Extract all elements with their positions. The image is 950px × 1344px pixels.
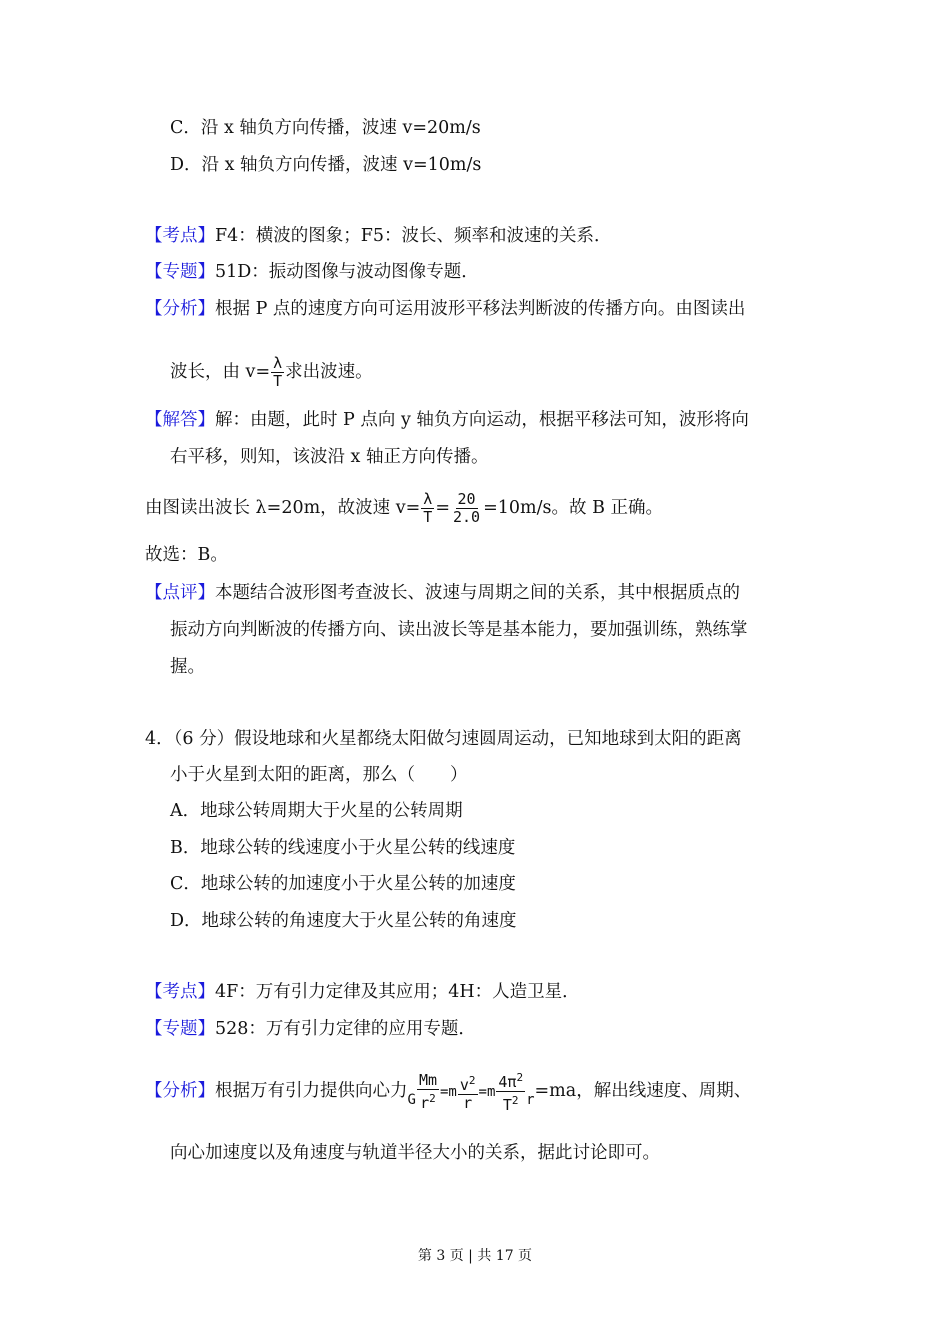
numerator xyxy=(496,1069,525,1092)
denominator: T xyxy=(423,508,433,526)
zhuanti-text: 528：万有引力定律的应用专题． xyxy=(215,1019,476,1039)
calc-line xyxy=(145,491,663,526)
numerator: λ xyxy=(423,490,433,508)
numerator: 20 xyxy=(457,490,476,508)
numerator: Mm xyxy=(418,1070,437,1089)
kaodian-line xyxy=(145,980,580,1004)
answer-line: 故选：B。 xyxy=(145,545,228,565)
text: =ma，解出线速度、周期、 xyxy=(534,1081,752,1101)
zhuanti-tag: 【专题】 xyxy=(145,1019,215,1039)
formula-fraction xyxy=(271,355,284,390)
dianping-tag: 【点评】 xyxy=(145,583,215,603)
formula-symbol: G xyxy=(407,1092,416,1108)
text: T xyxy=(502,1096,512,1114)
option-d: D．沿 x 轴负方向传播，波速 v=10m/s xyxy=(170,155,482,175)
denominator: 2.0 xyxy=(453,508,481,526)
formula-fraction xyxy=(421,491,434,526)
option-a: A．地球公转周期大于火星的公转周期 xyxy=(170,801,463,821)
text: 求出波速。 xyxy=(285,362,373,382)
text: = xyxy=(435,498,450,518)
text: m/s。故 B 正确。 xyxy=(520,498,663,518)
formula-fraction xyxy=(417,1072,439,1112)
text: =10 xyxy=(483,498,521,518)
dianping-text: 本题结合波形图考查波长、波速与周期之间的关系，其中根据质点的 xyxy=(215,583,740,603)
zhuanti-tag: 【专题】 xyxy=(145,262,215,282)
zhuanti-line xyxy=(145,260,479,284)
jieda-line-2: 右平移，则知，该波沿 x 轴正方向传播。 xyxy=(170,447,489,467)
formula-fraction xyxy=(496,1069,525,1114)
question-4-stem: 4．（6 分）假设地球和火星都绕太阳做匀速圆周运动，已知地球到太阳的距离 xyxy=(145,729,742,749)
kaodian-tag: 【考点】 xyxy=(145,982,215,1002)
option-b: B．地球公转的线速度小于火星公转的线速度 xyxy=(170,838,516,858)
kaodian-text: 4F：万有引力定律及其应用；4H：人造卫星． xyxy=(215,982,580,1002)
exponent: 2 xyxy=(468,1073,476,1087)
jieda-line xyxy=(145,408,749,432)
kaodian-line xyxy=(145,224,612,248)
fenxi-line-2 xyxy=(170,355,373,390)
dianping-line-3: 握。 xyxy=(170,657,205,677)
option-d: D．地球公转的角速度大于火星公转的角速度 xyxy=(170,911,517,931)
formula-fraction xyxy=(458,1072,478,1112)
kaodian-text: F4：横波的图象；F5：波长、频率和波速的关系． xyxy=(215,226,612,246)
denominator: r xyxy=(463,1093,473,1112)
fenxi-text: 根据 P 点的速度方向可运用波形平移法判断波的传播方向。由图读出 xyxy=(215,299,746,319)
option-c: C．地球公转的加速度小于火星公转的加速度 xyxy=(170,874,516,894)
option-c: C．沿 x 轴负方向传播，波速 v=20m/s xyxy=(170,118,481,138)
denominator xyxy=(501,1092,521,1114)
fenxi-line-2: 向心加速度以及角速度与轨道半径大小的关系，据此讨论即可。 xyxy=(170,1143,660,1163)
formula-symbol: =m xyxy=(478,1084,496,1100)
numerator xyxy=(458,1072,478,1095)
zhuanti-text: 51D：振动图像与波动图像专题． xyxy=(215,262,479,282)
exponent: 2 xyxy=(511,1094,519,1107)
text: 由图读出波长 λ=20m，故波速 v= xyxy=(145,498,421,518)
text: 根据万有引力提供向心力 xyxy=(215,1081,408,1101)
formula-symbol: r xyxy=(526,1092,535,1108)
exponent: 2 xyxy=(429,1091,436,1105)
text: 4π xyxy=(498,1073,517,1091)
formula-fraction xyxy=(451,491,482,526)
formula-symbol: =m xyxy=(440,1084,457,1100)
exponent: 2 xyxy=(516,1071,524,1084)
page-footer: 第 3 页 | 共 17 页 xyxy=(417,1248,533,1264)
numerator: λ xyxy=(273,354,283,372)
dianping-line xyxy=(145,581,740,605)
kaodian-tag: 【考点】 xyxy=(145,226,215,246)
jieda-text: 解：由题，此时 P 点向 y 轴负方向运动，根据平移法可知，波形将向 xyxy=(215,410,749,430)
fenxi-tag: 【分析】 xyxy=(145,1081,215,1101)
fenxi-line xyxy=(145,297,745,321)
text: v xyxy=(459,1075,469,1094)
denominator: T xyxy=(273,372,283,390)
fenxi-tag: 【分析】 xyxy=(145,299,215,319)
zhuanti-line xyxy=(145,1017,476,1041)
question-4-stem-2: 小于火星到太阳的距离，那么（ ） xyxy=(170,765,468,785)
denominator xyxy=(418,1090,438,1112)
dianping-line-2: 振动方向判断波的传播方向、读出波长等是基本能力，要加强训练，熟练掌 xyxy=(170,620,748,640)
fenxi-line xyxy=(145,1069,751,1114)
text: 波长，由 v= xyxy=(170,362,271,382)
text: r xyxy=(420,1093,430,1112)
jieda-tag: 【解答】 xyxy=(145,410,215,430)
